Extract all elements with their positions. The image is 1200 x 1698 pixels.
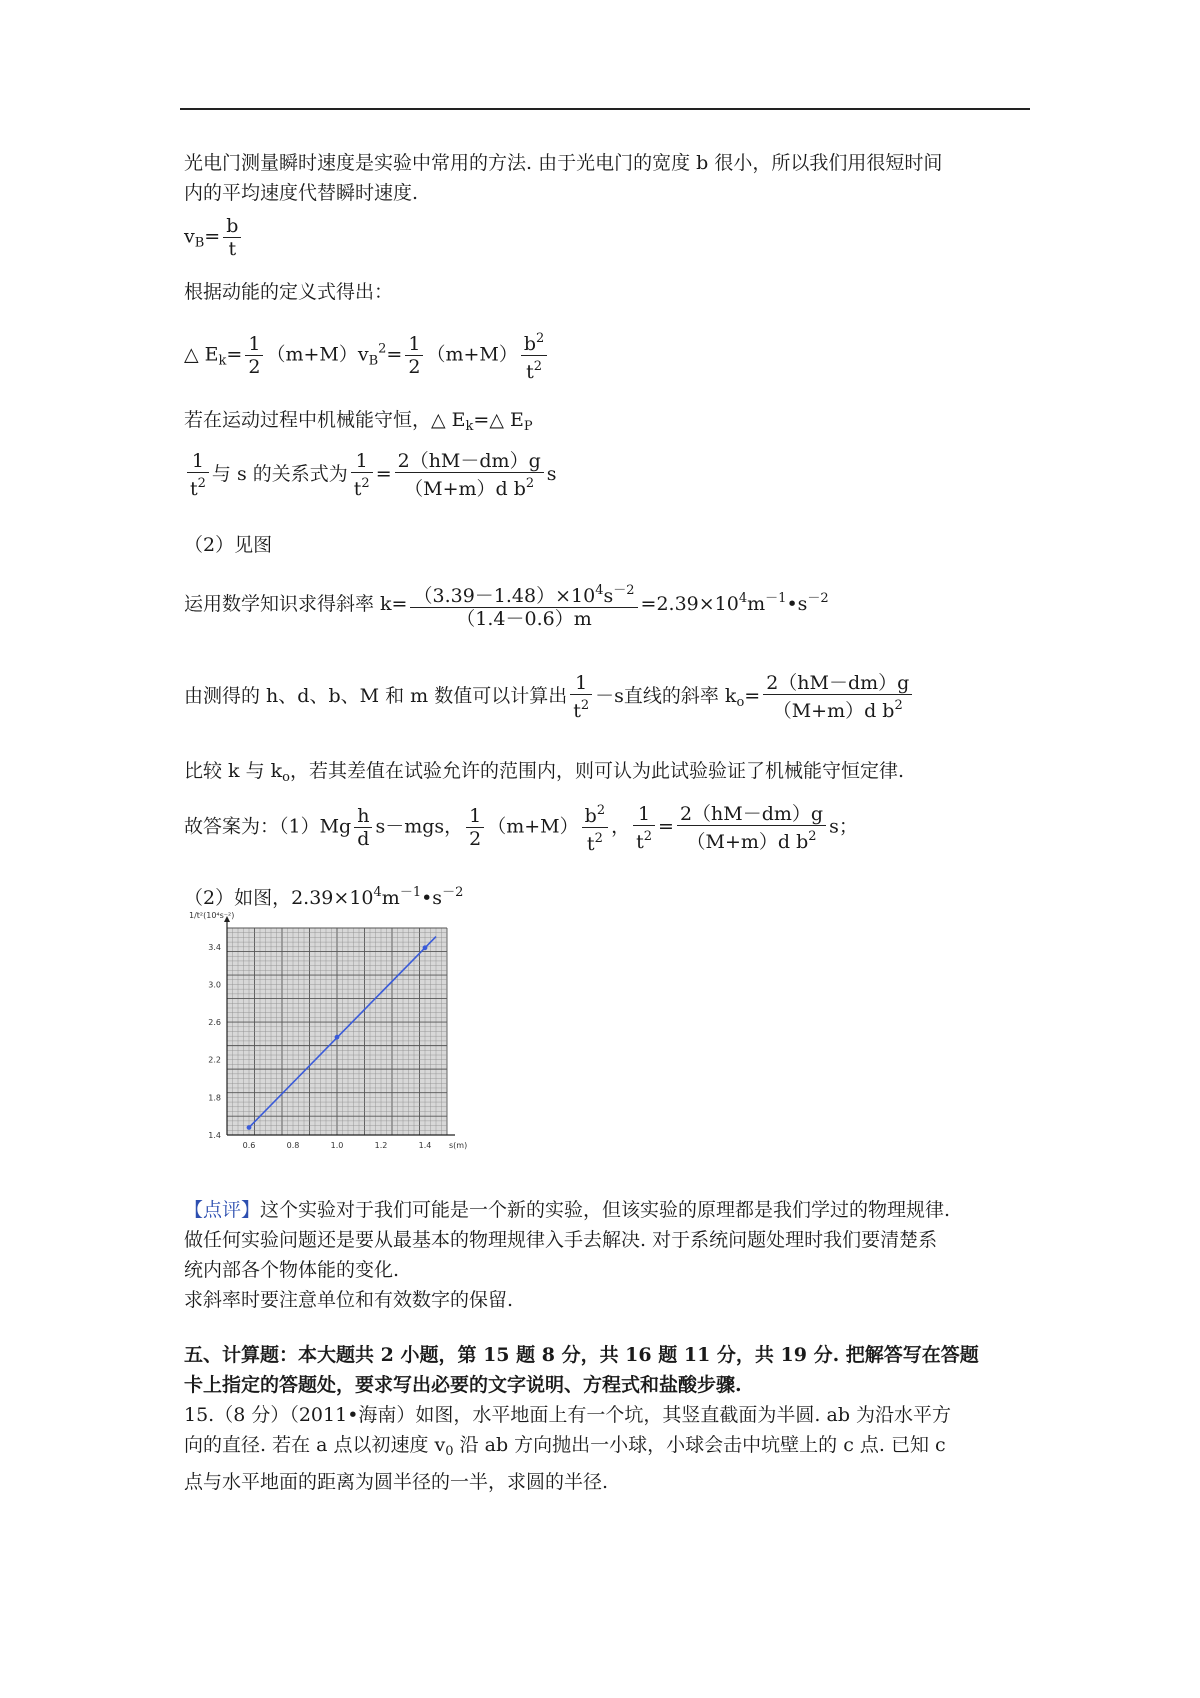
header-rule [180, 108, 1030, 110]
paragraph-see-figure: （2）见图 [184, 534, 273, 556]
x-tick-label: 0.6 [242, 1141, 256, 1150]
y-tick-label: 2.6 [208, 1018, 221, 1028]
x-tick-label: 1.2 [374, 1141, 388, 1150]
data-point [247, 1125, 252, 1130]
y-axis-label: 1/t²(10⁴s⁻²) [189, 911, 235, 920]
paragraph-conservation: 若在运动过程中机械能守恒，△ $E_k=\triangle$ $E_P$ [184, 409, 533, 434]
y-tick-label: 2.2 [208, 1055, 221, 1065]
y-tick-label: 1.4 [208, 1131, 221, 1140]
y-tick-label: 3.0 [208, 980, 221, 990]
formula-relation: $\frac{1}{t^2}$ 与 s 的关系式为 $\frac{1}{t^2}$ = $\frac{2(hM-dm)g}{(M+m)d b^2}$ s [184, 450, 557, 500]
x-tick-label: 1.4 [418, 1141, 432, 1150]
review-tag: 【点评】 [184, 1199, 261, 1221]
paragraph-compare: 比较 k 与 $k_o$，若其差值在试验允许的范围内，则可认为此试验验证了机械能守恒定律. [184, 760, 905, 785]
y-tick-label: 1.8 [208, 1093, 221, 1103]
x-tick-label: 1.0 [330, 1141, 344, 1150]
formula-k0: 由测得的 h、d、b、M 和 m 数值可以计算出 $\frac{1}{t^2}$ －s直线的斜率 $k_o=$ $\frac{2(hM-dm)g}{(M+m)d b^2}$ [184, 672, 915, 722]
answer-2: （2）如图，$2.39\times 10^4m^{-1}•s^{-2}$ [184, 885, 464, 909]
formula-answer-1: 故答案为：（1）Mg $\frac{h}{d}$ s－mgs， $\frac{1}{2}$ （m+M） $\frac{b^2}{t^2}$ ， $\frac{1}{t^2}$ = $\frac{2(hM-dm)g}{(M+m)d b^2}$ s； [184, 802, 858, 855]
paragraph-photogate [184, 148, 942, 208]
review-block: 【点评】这个实验对于我们可能是一个新的实验，但该实验的原理都是我们学过的物理规律. 做任何实验问题还是要从最基本的物理规律入手去解决. 对于系统问题处理时我们要清楚系 统内部各个物体能的变化. 求斜率时要注意单位和有效数字的保留. [184, 1199, 951, 1311]
text-line: 光电门测量瞬时速度是实验中常用的方法. 由于光电门的宽度 b 很小，所以我们用很短时间 [184, 152, 943, 174]
paragraph-kinetic: 根据动能的定义式得出： [184, 281, 394, 303]
fraction: $\frac{b}{t}$ [223, 215, 241, 260]
data-point [423, 945, 428, 950]
x-axis-label: s(m) [449, 1141, 468, 1150]
question-15: 15.（8 分）（2011•海南）如图，水平地面上有一个坑，其竖直截面为半圆. ab 为沿水平方 向的直径. 若在 a 点以初速度 $v_0$ 沿 ab 方向抛出一小球，小球会击中坑壁上的 c 点. 已知 c 点与水平地面的距离为圆半径的一半，求圆的半径. [184, 1404, 952, 1493]
x-tick-label: 0.8 [286, 1141, 300, 1150]
formula-vb: $v_B=$ $\frac{b}{t}$ [184, 215, 244, 260]
slope-chart [185, 910, 468, 1155]
text-line: 内的平均速度代替瞬时速度. [184, 182, 419, 204]
section-heading: 五、计算题：本大题共 2 小题，第 15 题 8 分，共 16 题 11 分，共 19 分. 把解答写在答题 卡上指定的答题处，要求写出必要的文字说明、方程式和盐酸步骤. [184, 1344, 979, 1396]
formula-slope: 运用数学知识求得斜率 k= $\frac{(3.39-1.48)\times 10^4s^{-2}}{(1.4-0.6)m}$ $=2.39\times 10^4m^{-1}•s^{-2}$ [184, 583, 829, 630]
data-point [335, 1035, 340, 1040]
formula-delta-ek: △ $E_k=$ $\frac{1}{2}$ $(m+M)v_B^2=$ $\frac{1}{2}$ （m+M） $\frac{b^2}{t^2}$ [184, 328, 550, 383]
y-tick-label: 3.4 [208, 942, 221, 952]
